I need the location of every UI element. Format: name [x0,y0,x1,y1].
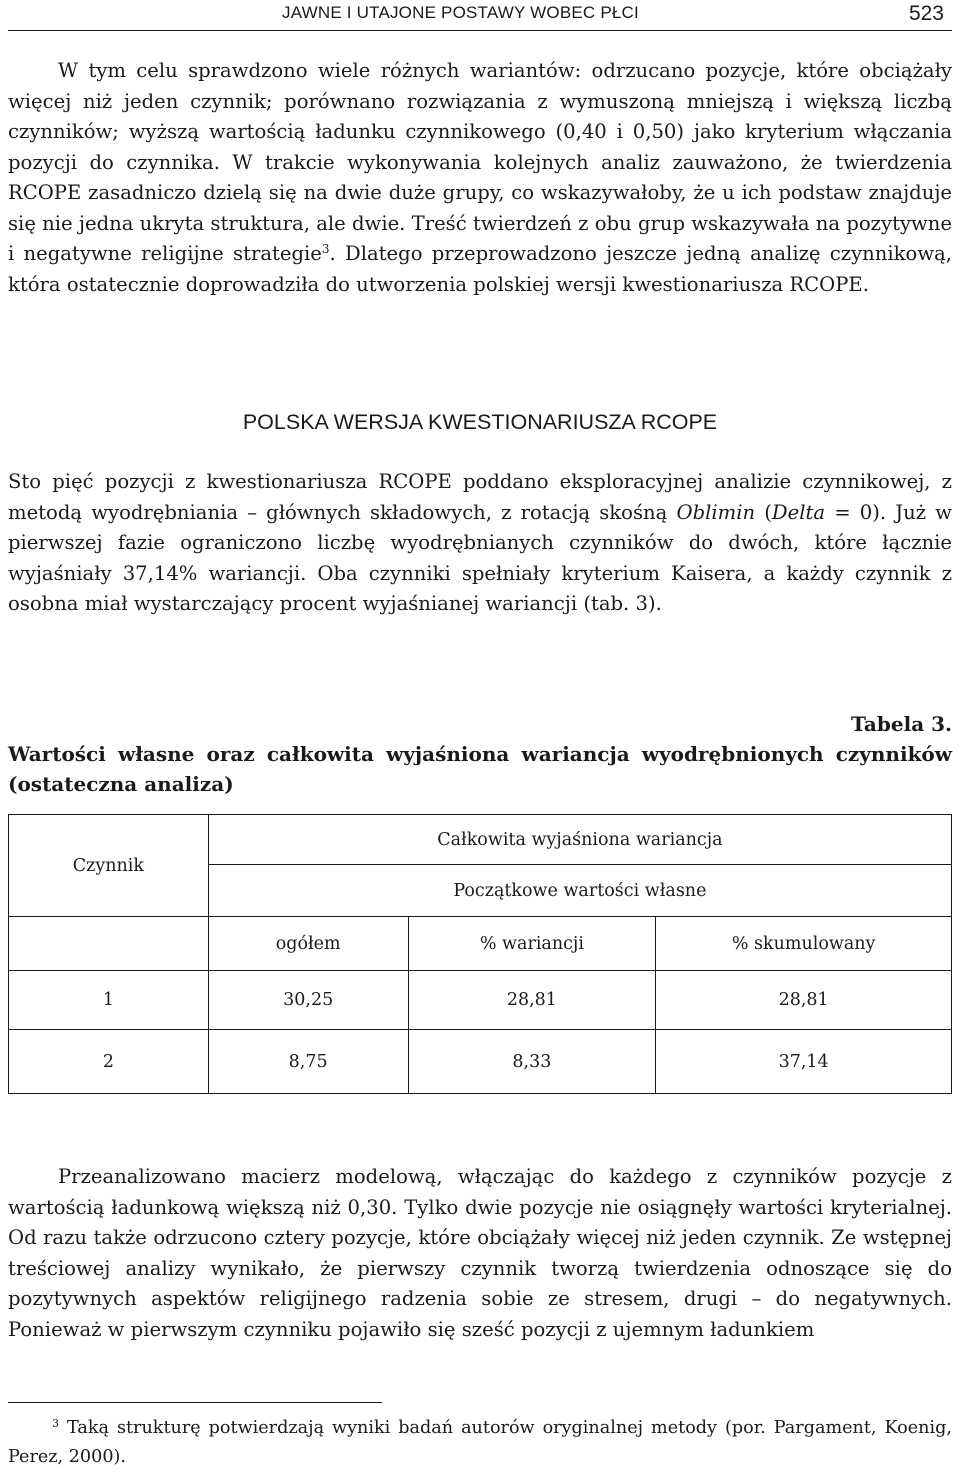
footnote-ref: 3 [321,242,330,256]
table-caption: Wartości własne oraz całkowita wyjaśniona wariancja wyodrębnionych czynników (ostateczna analiza) [8,742,952,796]
table-cell: 8,75 [208,1030,408,1094]
header-total: ogółem [208,917,408,971]
table-row [9,1030,952,1094]
table-row [9,971,952,1030]
header-total-variance: Całkowita wyjaśniona wariancja [208,815,951,865]
header-cumulative: % skumulowany [656,917,952,971]
running-title: JAWNE I UTAJONE POSTAWY WOBEC PŁCI [282,3,639,22]
footnote [8,1414,952,1472]
table-cell: 2 [9,1030,209,1094]
running-header [8,0,952,31]
table-header-row [9,917,952,971]
table-cell: 28,81 [408,971,656,1030]
table-cell: 28,81 [656,971,952,1030]
oblimin-term: Oblimin [676,500,756,524]
variance-table [8,814,952,1094]
table-label: Tabela 3. [850,712,952,736]
paragraph-1 [8,56,952,300]
table-header-row [9,815,952,865]
page-number: 523 [908,2,944,25]
header-percent-variance: % wariancji [408,917,656,971]
table-cell: 8,33 [408,1030,656,1094]
paragraph-2-text-a: Sto pięć pozycji z kwestionariusza RCOPE poddano eksploracyjnej analizie czynnikowej, z metodą wyodrębniania – głównych składowych, z rotacją skośną [8,470,952,524]
delta-term: Delta [771,500,826,524]
paragraph-1-text-b: . Dlatego przeprowadzono jeszcze jedną analizę czynnikową, która ostatecznie doprowadziła do utworzenia polskiej wersji kwestionariusza RCOPE. [8,242,952,296]
table-cell: 30,25 [208,971,408,1030]
paragraph-1-text-a: W tym celu sprawdzono wiele różnych wariantów: odrzucano pozycje, które obciążały więcej niż jeden czynnik; porównano rozwiązania z wymuszoną mniejszą i większą liczbą czynników; wyższą wartością ładunku czynnikowego (0,40 i 0,50) jako kryterium włączania pozycji do czynnika. W trakcie wykonywania kolejnych analiz zauważono, że twierdzenia RCOPE zasadniczo dzielą się na dwie duże grupy, co wskazywałoby, że u ich podstaw znajduje się nie jedna ukryta struktura, ale dwie. Treść twierdzeń z obu grup wskazywała na pozytywne i negatywne religijne strategie [8,59,952,265]
footnote-text: Taką strukturę potwierdzają wyniki badań autorów oryginalnej metody (por. Pargament, Koenig, Perez, 2000). [8,1418,952,1467]
paragraph-3: Przeanalizowano macierz modelową, włączając do każdego z czynników pozycje z wartością ładunkową większą niż 0,30. Tylko dwie pozycje nie osiągnęły wartości kryterialnej. Od razu także odrzucono cztery pozycje, które obciążały więcej niż jeden czynnik. Ze wstępnej treściowej analizy wynikało, że pierwszy czynnik tworzą twierdzenia odnoszące się do pozytywnych aspektów religijnego radzenia sobie ze stresem, drugi – do negatywnych. Ponieważ w pierwszym czynniku pojawiło się sześć pozycji z ujemnym ładunkiem [8,1165,952,1341]
paragraph-2-text-c: = 0). Już w pierwszej fazie ograniczono liczbę wyodrębnianych czynników do dwóch, które łącznie wyjaśniały 37,14% wariancji. Oba czynniki spełniały kryterium Kaisera, a każdy czynnik z osobna miał wystarczający procent wyjaśnianej wariancji (tab. 3). [8,500,953,615]
footnote-divider [8,1402,382,1403]
table-cell-empty [9,917,209,971]
table-cell: 1 [9,971,209,1030]
header-initial-eigenvalues: Początkowe wartości własne [208,865,951,917]
header-factor: Czynnik [9,815,209,917]
paragraph-2 [8,467,952,620]
table-cell: 37,14 [656,1030,952,1094]
paragraph-2-text-b: ( [755,500,772,524]
footnote-mark: 3 [52,1417,59,1430]
section-heading: POLSKA WERSJA KWESTIONARIUSZA RCOPE [242,410,718,434]
